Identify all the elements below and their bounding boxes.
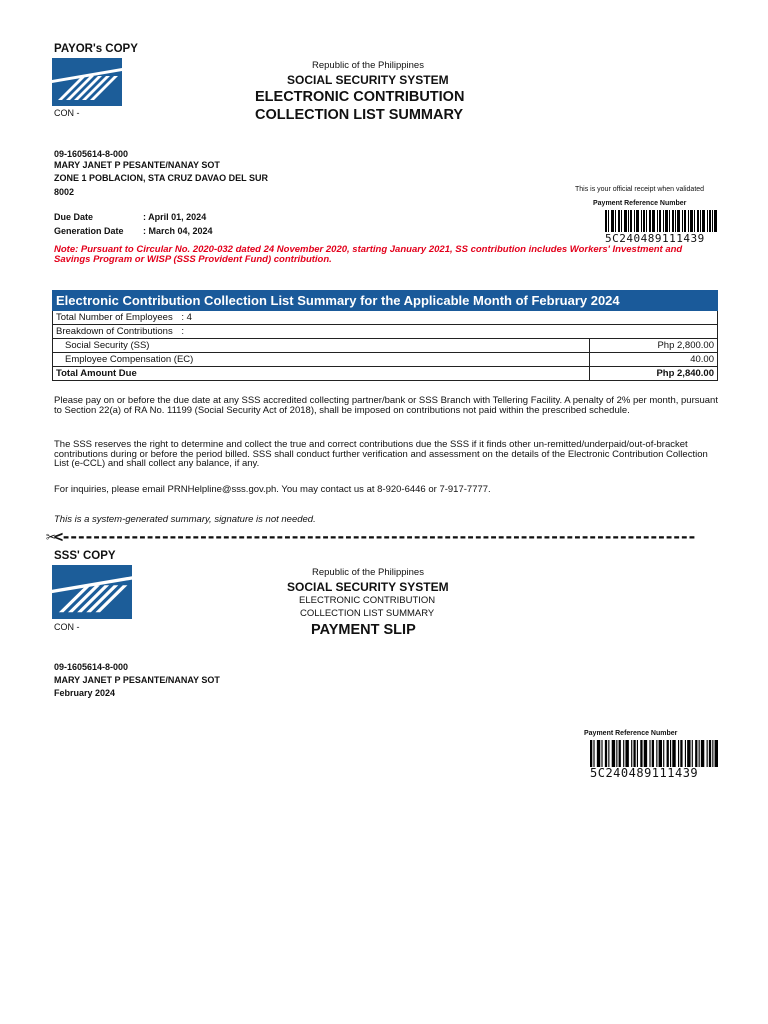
republic-text: Republic of the Philippines: [312, 60, 424, 71]
sss-copy-label: SSS' COPY: [54, 550, 116, 562]
employees-label: Total Number of Employees: [56, 312, 173, 323]
system-generated-note: This is a system-generated summary, signature is not needed.: [54, 514, 316, 525]
summary-header: Electronic Contribution Collection List Summary for the Applicable Month of February 2024: [53, 291, 718, 311]
employer-zip: 8002: [54, 187, 75, 197]
breakdown-label: Breakdown of Contributions: [56, 326, 173, 337]
table-row: [53, 353, 718, 367]
employer-name-2: MARY JANET P PESANTE/NANAY SOT: [54, 675, 220, 685]
employees-cell: [53, 311, 718, 325]
table-row: [53, 339, 718, 353]
total-label: Total Amount Due: [53, 367, 590, 381]
summary-table: [52, 290, 718, 381]
employer-name: MARY JANET P PESANTE/NANAY SOT: [54, 160, 220, 170]
table-row: [53, 311, 718, 325]
prn-label-2: Payment Reference Number: [584, 730, 678, 737]
inquiries-paragraph: For inquiries, please email PRNHelpline@sss.gov.ph. You may contact us at 8-920-6446 or 7-917-7777.: [54, 484, 491, 495]
employer-number: 09-1605614-8-000: [54, 149, 129, 159]
prn-number: 5C240489111439: [605, 232, 705, 245]
due-date-label: Due Date: [54, 212, 94, 222]
due-date-value: : April 01, 2024: [143, 212, 207, 222]
ec-label: Employee Compensation (EC): [53, 353, 590, 367]
employees-value: : 4: [181, 312, 192, 323]
con-label-2: CON -: [54, 622, 80, 632]
receipt-note: This is your official receipt when validated: [575, 186, 705, 193]
page-title-line2: COLLECTION LIST SUMMARY: [255, 107, 464, 123]
generation-date-label: Generation Date: [54, 226, 124, 236]
employer-address: ZONE 1 POBLACION, STA CRUZ DAVAO DEL SUR: [54, 173, 269, 183]
sub-title-line1: ELECTRONIC CONTRIBUTION: [299, 595, 436, 606]
ec-value: 40.00: [590, 353, 718, 367]
ss-value: Php 2,800.00: [590, 339, 718, 353]
payment-slip-title: PAYMENT SLIP: [311, 622, 416, 638]
agency-name-2: SOCIAL SECURITY SYSTEM: [287, 580, 449, 594]
prn-barcode-2: [590, 740, 718, 767]
generation-date-value: : March 04, 2024: [143, 226, 213, 236]
total-value: Php 2,840.00: [590, 367, 718, 381]
penalty-paragraph: Please pay on or before the due date at any SSS accredited collecting partner/bank or SSS Branch with Tellering Facility. A penalty of 2% per month, pursuant to Section 22(a) of RA No. 11199 (Social Security Act of 2018), shall be imposed on contributions not paid within the prescribed schedule.: [54, 395, 718, 416]
page-title-line1: ELECTRONIC CONTRIBUTION: [255, 89, 465, 105]
sss-logo: [52, 58, 122, 106]
breakdown-cell: [53, 325, 718, 339]
sss-logo-2: [52, 565, 132, 619]
ss-label: Social Security (SS): [53, 339, 590, 353]
billing-period: February 2024: [54, 688, 116, 698]
republic-text-2: Republic of the Philippines: [312, 567, 424, 578]
reserve-paragraph: The SSS reserves the right to determine and collect the true and correct contributions due the SSS if it finds other un-remitted/underpaid/out-of-bracket contributions during or before the period billed. SSS shall conduct further verification and assessment on the details of the Electronic Contribution Collection List (e-CCL) and shall collect any balance, if any.: [54, 439, 708, 469]
prn-number-2: 5C240489111439: [590, 766, 699, 780]
table-row: [53, 367, 718, 381]
breakdown-colon: :: [181, 326, 184, 337]
agency-name: SOCIAL SECURITY SYSTEM: [287, 73, 449, 87]
prn-label: Payment Reference Number: [593, 200, 687, 207]
prn-barcode: [605, 210, 717, 232]
table-row: [53, 325, 718, 339]
wisp-note: Note: Pursuant to Circular No. 2020-032 dated 24 November 2020, starting January 2021, SS contribution includes Workers' Investment and Savings Program or WISP (SSS Provident Fund) contribution.: [54, 244, 683, 265]
sub-title-line2: COLLECTION LIST SUMMARY: [300, 608, 435, 619]
employer-number-2: 09-1605614-8-000: [54, 662, 129, 672]
con-label: CON -: [54, 108, 80, 118]
cut-line: ✂<-----------------------------------------------------------------------------------: [46, 527, 695, 546]
payor-copy-label: PAYOR's COPY: [54, 43, 138, 55]
